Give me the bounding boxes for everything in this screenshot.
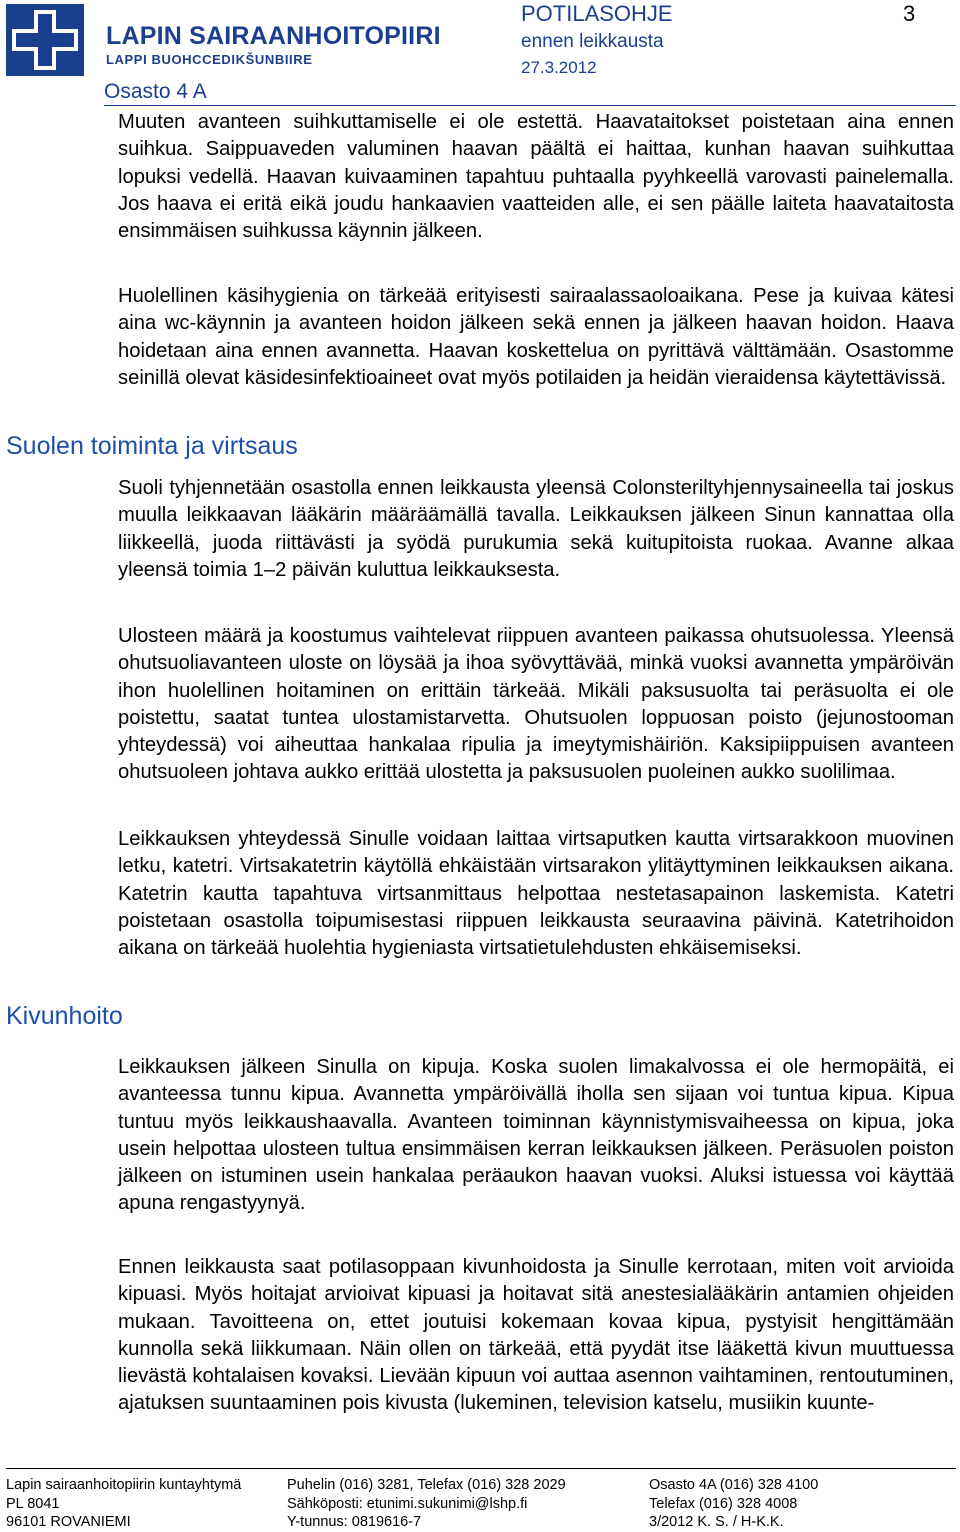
paragraph-pain-management: Ennen leikkausta saat potilasoppaan kivunhoidosta ja Sinulle kerrotaan, miten voit arvioida kipuasi. Myös hoitajat arvioivat kipuasi ja hoitavat sitä anestesialääkärin antamien ohjeiden mukaan. Tavoitteena on, ettet joutuisi kokemaan kovaa kipua, pystyisit hengittämään kunnolla sekä liikkumaan. Näin ollen on tärkeää, että pyydät itse lääkettä kivun muuttuessa lievästä kohtalaisen kovaksi. Lievään kipuun voi auttaa asennon vaihtaminen, rentoutuminen, ajatuksen suuntaaminen pois kivusta (lukeminen, television katselu, musiikin kuunte- — [118, 1256, 954, 1415]
section-heading-bowel: Suolen toiminta ja virtsaus — [6, 432, 298, 460]
paragraph-bowel-emptying: Suoli tyhjennetään osastolla ennen leikkausta yleensä Colonsteriltyhjennysaineella tai joskus muulla leikkaavan lääkärin määräämällä tavalla. Leikkauksen jälkeen Sinun kannattaa olla liikkeellä, juoda riittävästi ja syödä purukumia sekä kuitupitoista ruokaa. Avanne alkaa yleensä toimia 1–2 päivän kuluttua leikkauksesta. — [118, 477, 954, 581]
footer-contact — [287, 1476, 566, 1532]
document-subtitle: ennen leikkausta — [521, 31, 664, 52]
footer-line: 96101 ROVANIEMI — [6, 1514, 131, 1530]
footer-line: Sähköposti: etunimi.sukunimi@lshp.fi — [287, 1495, 528, 1512]
paragraph-shower: Muuten avanteen suihkuttamiselle ei ole estettä. Haavataitokset poistetaan aina ennen suihkua. Saippuaveden valuminen haavan päältä ei haittaa, kunhan haavan suihkuttaa lopuksi vedellä. Haavan kuivaaminen tapahtuu puhtaalla pyyhkeellä varovasti painelemalla. Jos haava ei eritä eikä joudu hankaavien vaatteiden alle, ei sen päälle laiteta haavataitosta ensimmäisen suihkussa käynnin jälkeen. — [118, 111, 954, 243]
section-heading-pain: Kivunhoito — [6, 1002, 123, 1030]
paragraph-pain: Leikkauksen jälkeen Sinulla on kipuja. Koska suolen limakalvossa ei ole hermopäitä, ei avanteessa tunnu kipua. Avannetta ympäröivällä iholla sen sijaan voi tuntua kipua. Kipua tuntuu myös leikkaushaavalla. Avanteen toiminnan käynnistymisvaiheessa on kipua, joka usein helpottaa ulosteen tultua ensimmäisen kerran leikkauksen jälkeen. Peräsuolen poiston jälkeen on istuminen usein hankalaa peräaukon haavan vuoksi. Aluksi istuessa voi käyttää apuna rengastyynyä. — [118, 1056, 954, 1215]
paragraph-catheter: Leikkauksen yhteydessä Sinulle voidaan laittaa virtsaputken kautta virtsarakkoon muovinen letku, katetri. Virtsakatetrin käytöllä ehkäistään virtsarakon ylitäyttyminen leikkauksen aikana. Katetrin kautta tapahtuva virtsanmittaus helpottaa nestetasapainon laskemista. Katetri poistetaan osastolla toipumisestasi riippuen leikkausta seuraavina päivinä. Katetrihoidon aikana on tärkeää huolehtia hygieniasta virtsatietulehdusten ehkäisemiseksi. — [118, 828, 954, 960]
page-number: 3 — [903, 1, 916, 26]
cross-logo-icon — [6, 4, 84, 76]
header-divider — [104, 105, 956, 106]
organization-name: LAPIN SAIRAANHOITOPIIRI — [106, 22, 441, 50]
footer-divider — [6, 1468, 956, 1469]
footer-line: Lapin sairaanhoitopiirin kuntayhtymä — [6, 1477, 242, 1493]
paragraph-hand-hygiene: Huolellinen käsihygienia on tärkeää erityisesti sairaalassaoloaikana. Pese ja kuivaa kätesi aina wc-käynnin ja avanteen hoidon jälkeen sekä ennen ja jälkeen haavan hoidon. Haava hoidetaan aina ennen avannetta. Haavan koskettelua on pyrittävä välttämään. Osastomme seinillä olevat käsidesinfektioaineet ovat myös potilaiden ja heidän vieraidensa käytettävissä. — [118, 285, 954, 389]
organization-subname: LAPPI BUOHCCEDIKŠUNBIIRE — [106, 52, 313, 67]
footer-line: 3/2012 K. S. / H-K.K. — [649, 1514, 784, 1530]
footer-address — [6, 1476, 241, 1532]
unit-name: Osasto 4 A — [104, 80, 207, 103]
paragraph-stool: Ulosteen määrä ja koostumus vaihtelevat riippuen avanteen paikassa ohutsuolessa. Yleensä ohutsuoliavanteen uloste on löysää ja ihoa syövyttävää, minkä vuoksi avannetta ympäröivän ihon huolellinen hoitaminen on erittäin tärkeää. Mikäli paksusuolta tai peräsuolta ei ole poistettu, saatat tuntea ulostamistarvetta. Ohutsuolen loppuosan poisto (jejunostooman yhteydessä) voi aiheuttaa hankalaa ripulia ja imeytymishäiriön. Kaksipiippuisen avanteen ohutsuoleen johtava aukko erittää ulostetta ja paksusuolen puoleinen aukko suolilimaa. — [118, 625, 954, 784]
document-date: 27.3.2012 — [521, 58, 597, 77]
footer-line: PL 8041 — [6, 1495, 60, 1512]
footer-line: Telefax (016) 328 4008 — [649, 1495, 798, 1512]
footer-line: Osasto 4A (016) 328 4100 — [649, 1477, 819, 1493]
footer-unit-contact — [649, 1476, 818, 1532]
footer-line: Y-tunnus: 0819616-7 — [287, 1514, 422, 1530]
document-type: POTILASOHJE — [521, 1, 673, 26]
footer-line: Puhelin (016) 3281, Telefax (016) 328 2029 — [287, 1477, 566, 1493]
